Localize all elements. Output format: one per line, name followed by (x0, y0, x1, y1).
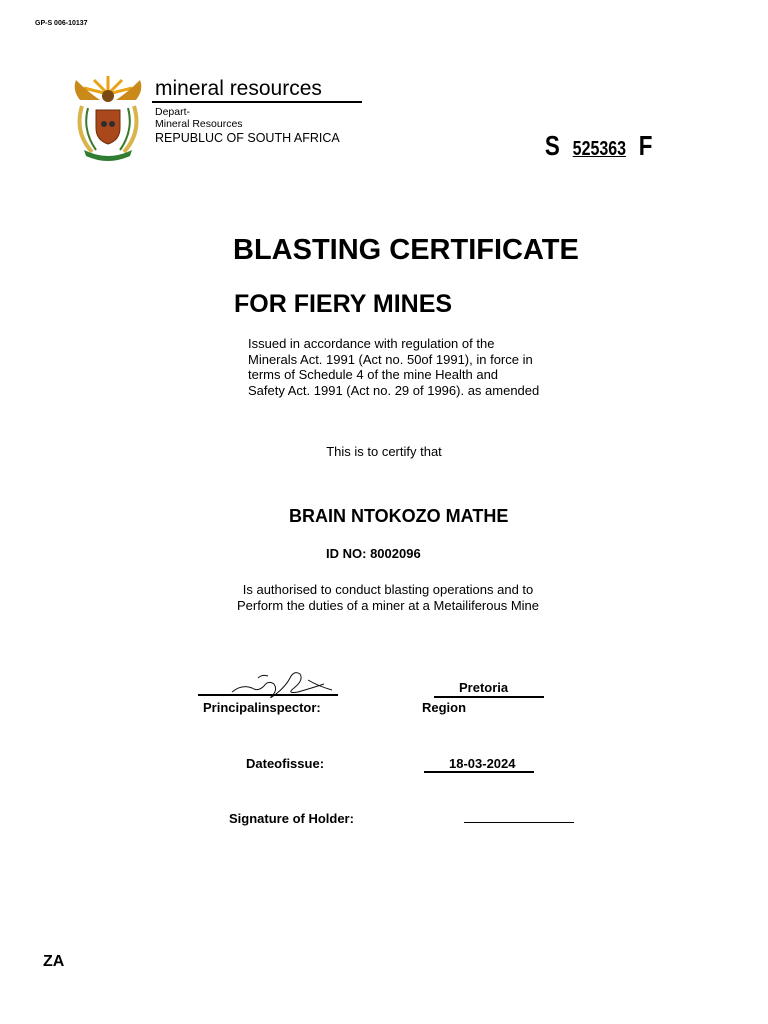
issued-line: Issued in accordance with regulation of the (248, 336, 495, 351)
id-value: 8002096 (370, 546, 421, 561)
issued-line: Minerals Act. 1991 (Act no. 50of 1991), in force in (248, 351, 533, 367)
department-divider (152, 101, 362, 103)
form-reference: GP-S 006-10137 (35, 20, 88, 27)
department-country: REPUBLUC OF SOUTH AFRICA (155, 131, 340, 145)
issued-line: Safety Act. 1991 (Act no. 29 of 1996). as amended (248, 382, 540, 398)
region-value: Pretoria (459, 680, 509, 695)
serial-prefix: S (544, 130, 560, 161)
holder-name: BRAIN NTOKOZO MATHE (289, 506, 509, 526)
certify-statement: This is to certify that (326, 444, 442, 459)
id-number (326, 546, 421, 561)
holder-signature-line (464, 822, 574, 823)
certificate-subtitle: FOR FIERY MINES (234, 290, 453, 318)
coat-of-arms-icon (70, 72, 146, 162)
department-line-2: Mineral Resources (155, 118, 243, 130)
country-code: ZA (43, 953, 65, 970)
holder-signature-label: Signature of Holder: (229, 811, 354, 826)
department-line-1: Depart- (155, 106, 191, 118)
region-label: Region (422, 700, 467, 715)
authorisation-line: Perform the duties of a miner at a Metailiferous Mine (236, 597, 540, 613)
serial-number: 525363 (572, 138, 627, 160)
department-name: mineral resources (155, 77, 322, 100)
authorisation-statement (0, 582, 768, 613)
id-label: ID NO: (326, 546, 367, 561)
date-of-issue-line (424, 771, 534, 773)
issued-statement (248, 336, 588, 398)
serial-suffix: F (639, 130, 653, 161)
issued-line: terms of Schedule 4 of the mine Health and (248, 367, 499, 382)
certificate-title: BLASTING CERTIFICATE (233, 234, 579, 266)
region-line (434, 696, 544, 698)
date-of-issue-label: Dateofissue: (246, 756, 325, 771)
date-of-issue-value: 18-03-2024 (449, 756, 516, 771)
authorisation-line: Is authorised to conduct blasting operations and to (242, 582, 534, 597)
principal-inspector-label: Principalinspector: (203, 700, 321, 715)
certificate-serial (543, 130, 654, 162)
inspector-signature-line (198, 694, 338, 696)
